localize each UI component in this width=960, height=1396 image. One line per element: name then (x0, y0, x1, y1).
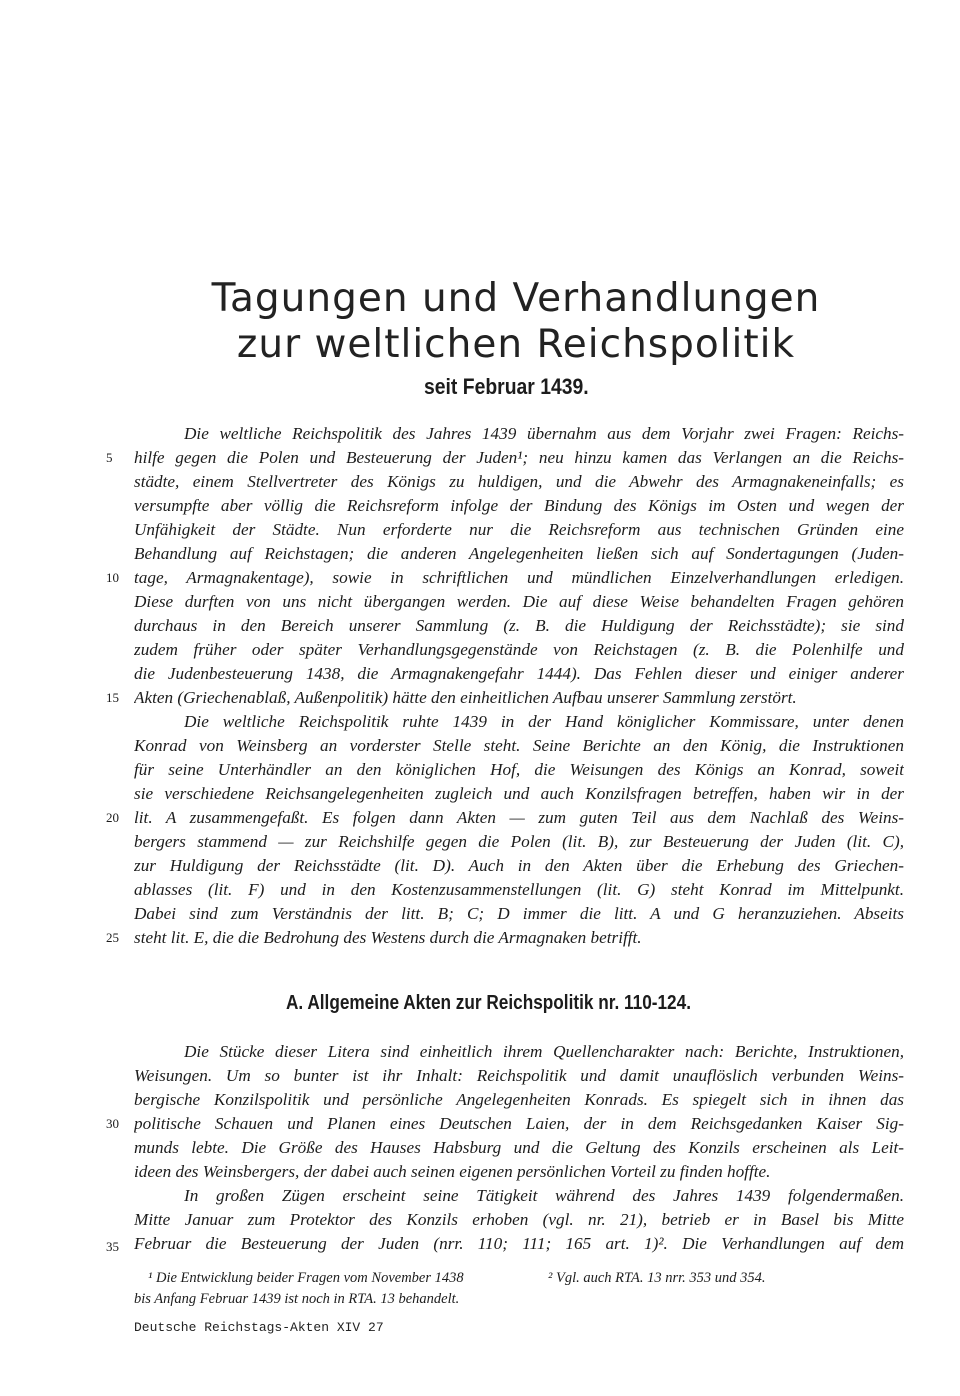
body-line: bergers stammend — zur Reichshilfe gegen die Polen (lit. B), zur Besteuerung der Juden (lit. C), (134, 832, 904, 851)
body-line: Februar die Besteuerung der Juden (nrr. 110; 111; 165 art. 1)². Die Verhandlungen auf dem (134, 1234, 904, 1253)
title-line-1: Tagungen und Verhandlungen (211, 276, 821, 321)
body-line: tage, Armagnakentage), sowie in schriftlichen und mündlichen Einzelverhandlungen erledigen. (134, 568, 904, 587)
body-line: Dabei sind zum Verständnis der litt. B; C; D immer die litt. A und G heranzuziehen. Abseits (134, 904, 904, 923)
body-line: bergische Konzilspolitik und persönliche Angelegenheiten Konrads. Es spiegelt sich in ihnen das (134, 1090, 904, 1109)
line-number: 20 (106, 810, 119, 825)
body-line: für seine Unterhändler an den königlichen Hof, die Weisungen des Königs an Konrad, soweit (134, 760, 904, 779)
footnote-1-line-1: ¹ Die Entwicklung beider Fragen vom November 1438 (148, 1270, 464, 1286)
body-line: Akten (Griechenablaß, Außenpolitik) hätte den einheitlichen Aufbau unserer Sammlung zerstört. (134, 688, 797, 707)
line-number: 30 (106, 1116, 119, 1131)
body-line: versumpfte aber völlig die Reichsreform infolge der Bindung des Königs im Osten und wegen der (134, 496, 904, 515)
body-line: Konrad von Weinsberg an vorderster Stelle steht. Seine Berichte an den König, die Instruktionen (134, 736, 904, 755)
body-line: Die weltliche Reichspolitik des Jahres 1439 übernahm aus dem Vorjahr zwei Fragen: Reichs- (184, 424, 904, 443)
footnote-1-line-2: bis Anfang Februar 1439 ist noch in RTA. 13 behandelt. (134, 1291, 460, 1307)
body-line: Unfähigkeit der Städte. Nun erforderte nur die Reichsreform aus technischen Gründen eine (134, 520, 904, 539)
body-line: Die Stücke dieser Litera sind einheitlich ihrem Quellencharakter nach: Berichte, Instruktionen, (184, 1042, 904, 1061)
section-heading: A. Allgemeine Akten zur Reichspolitik nr. 110-124. (286, 992, 691, 1014)
body-line: sie verschiedene Reichsangelegenheiten zugleich und auch Konzilsfragen betreffen, haben wir in der (134, 784, 904, 803)
body-line: durchaus in den Bereich unserer Sammlung (z. B. die Huldigung der Reichsstädte); sie sind (134, 616, 904, 635)
body-line: städte, einem Stellvertreter des Königs zu huldigen, und die Abwehr des Armagnakeneinfalls; es (134, 472, 904, 491)
body-line: ablasses (lit. F) und in den Kostenzusammenstellungen (lit. G) steht Konrad im Mittelpunkt. (134, 880, 904, 899)
subtitle: seit Februar 1439. (424, 374, 589, 399)
body-line: lit. A zusammengefaßt. Es folgen dann Akten — zum guten Teil aus dem Nachlaß des Weins- (134, 808, 904, 827)
body-line: Die weltliche Reichspolitik ruhte 1439 in der Hand königlicher Kommissare, unter denen (184, 712, 904, 731)
footnote-2: ² Vgl. auch RTA. 13 nrr. 353 und 354. (548, 1270, 766, 1286)
title-line-2: zur weltlichen Reichspolitik (236, 322, 796, 367)
body-line: Weisungen. Um so bunter ist ihr Inhalt: Reichspolitik und damit unauflöslich verbunden Weins- (134, 1066, 904, 1085)
line-number: 10 (106, 570, 119, 585)
body-line: politische Schauen und Planen eines Deutschen Laien, der in dem Reichsgedanken Kaiser Sig- (134, 1114, 904, 1133)
line-number: 5 (106, 450, 113, 465)
body-line: zudem früher oder später Verhandlungsgegenstände von Reichstagen (z. B. die Polenhilfe und (134, 640, 904, 659)
page-footer: Deutsche Reichstags-Akten XIV 27 (134, 1320, 384, 1335)
body-line: Mitte Januar zum Protektor des Konzils erhoben (vgl. nr. 21), betrieb er in Basel bis Mitte (134, 1210, 904, 1229)
body-line: zur Huldigung der Reichsstädte (lit. D). Auch in den Akten über die Erhebung des Griechen- (134, 856, 904, 875)
body-line: munds lebte. Die Größe des Hauses Habsburg und die Geltung des Konzils erscheinen als Leit- (134, 1138, 904, 1157)
body-line: Behandlung auf Reichstagen; die anderen Angelegenheiten ließen sich auf Sondertagungen (Juden- (134, 544, 904, 563)
body-line: die Judenbesteuerung 1438, die Armagnakengefahr 1444). Das Fehlen dieser und einiger anderer (134, 664, 904, 683)
line-number: 15 (106, 690, 119, 705)
line-number: 25 (106, 930, 119, 945)
body-line: ideen des Weinsbergers, der dabei auch seinen eigenen persönlichen Vorteil zu finden hoffte. (134, 1162, 771, 1181)
body-line: In großen Zügen erscheint seine Tätigkeit während des Jahres 1439 folgendermaßen. (184, 1186, 904, 1205)
body-line: hilfe gegen die Polen und Besteuerung der Juden¹; neu hinzu kamen das Verlangen an die Reichs- (134, 448, 904, 467)
body-line: Diese durften von uns nicht übergangen werden. Die auf diese Weise behandelten Fragen gehören (134, 592, 904, 611)
body-line: steht lit. E, die die Bedrohung des Westens durch die Armagnaken betrifft. (134, 928, 642, 947)
line-number: 35 (106, 1239, 119, 1254)
